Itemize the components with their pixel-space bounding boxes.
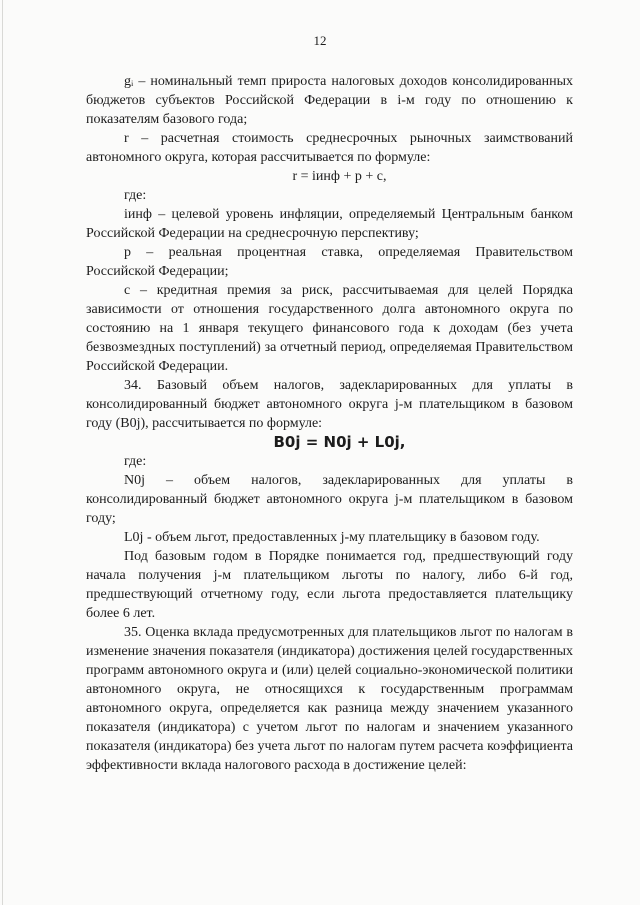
formula-b0j: B0j = N0j + L0j, (273, 433, 406, 451)
document-body (86, 72, 573, 775)
paragraph-where-1: где: (124, 188, 147, 203)
paragraph-r-definition: r – расчетная стоимость среднесрочных рыночных заимствований автономного округа, которая рассчитывается по формуле: (86, 131, 573, 165)
paragraph-g-definition: gᵢ – номинальный темп прироста налоговых доходов консолидированных бюджетов субъектов Российской Федерации в i-м году по отношению к показателям базового года; (86, 74, 573, 127)
paragraph-where-2: где: (124, 454, 147, 469)
scan-edge-line (2, 0, 3, 905)
paragraph-i-inf-definition: iинф – целевой уровень инфляции, определяемый Центральным банком Российской Федерации на среднесрочную перспективу; (86, 207, 573, 241)
paragraph-section-34: 34. Базовый объем налогов, задекларированных для уплаты в консолидированный бюджет автономного округа j-м плательщиком в базовом году (B0j), рассчитывается по формуле: (86, 378, 573, 431)
formula-r: r = iинф + p + c, (292, 169, 387, 184)
paragraph-n0j-definition: N0j – объем налогов, задекларированных для уплаты в консолидированный бюджет автономного округа j-м плательщиком в базовом году; (86, 473, 573, 526)
paragraph-l0j-definition: L0j - объем льгот, предоставленных j-му плательщику в базовом году. (124, 530, 540, 545)
paragraph-c-definition: c – кредитная премия за риск, рассчитываемая для целей Порядка зависимости от отношения государственного долга автономного округа по состоянию на 1 января текущего финансового года к доходам (без учета безвозмездных поступлений) за отчетный период, определяемая Правительством Российской Федерации. (86, 283, 573, 374)
paragraph-p-definition: p – реальная процентная ставка, определяемая Правительством Российской Федерации; (86, 245, 573, 279)
paragraph-section-35: 35. Оценка вклада предусмотренных для плательщиков льгот по налогам в изменение значения показателя (индикатора) достижения целей государственных программ автономного округа и (или) целей социально-экономической политики автономного округа, не относящихся к государственным программам автономного округа, определяется как разница между значением указанного показателя (индикатора) с учетом льгот по налогам и значением указанного показателя (индикатора) без учета льгот по налогам путем расчета коэффициента эффективности вклада налогового расхода в достижение целей: (86, 625, 573, 773)
page-number: 12 (313, 33, 327, 48)
paragraph-base-year: Под базовым годом в Порядке понимается год, предшествующий году начала получения j-м плательщиком льготы по налогу, либо 6-й год, предшествующий отчетному году, если льгота предоставляется плательщику более 6 лет. (86, 549, 573, 621)
